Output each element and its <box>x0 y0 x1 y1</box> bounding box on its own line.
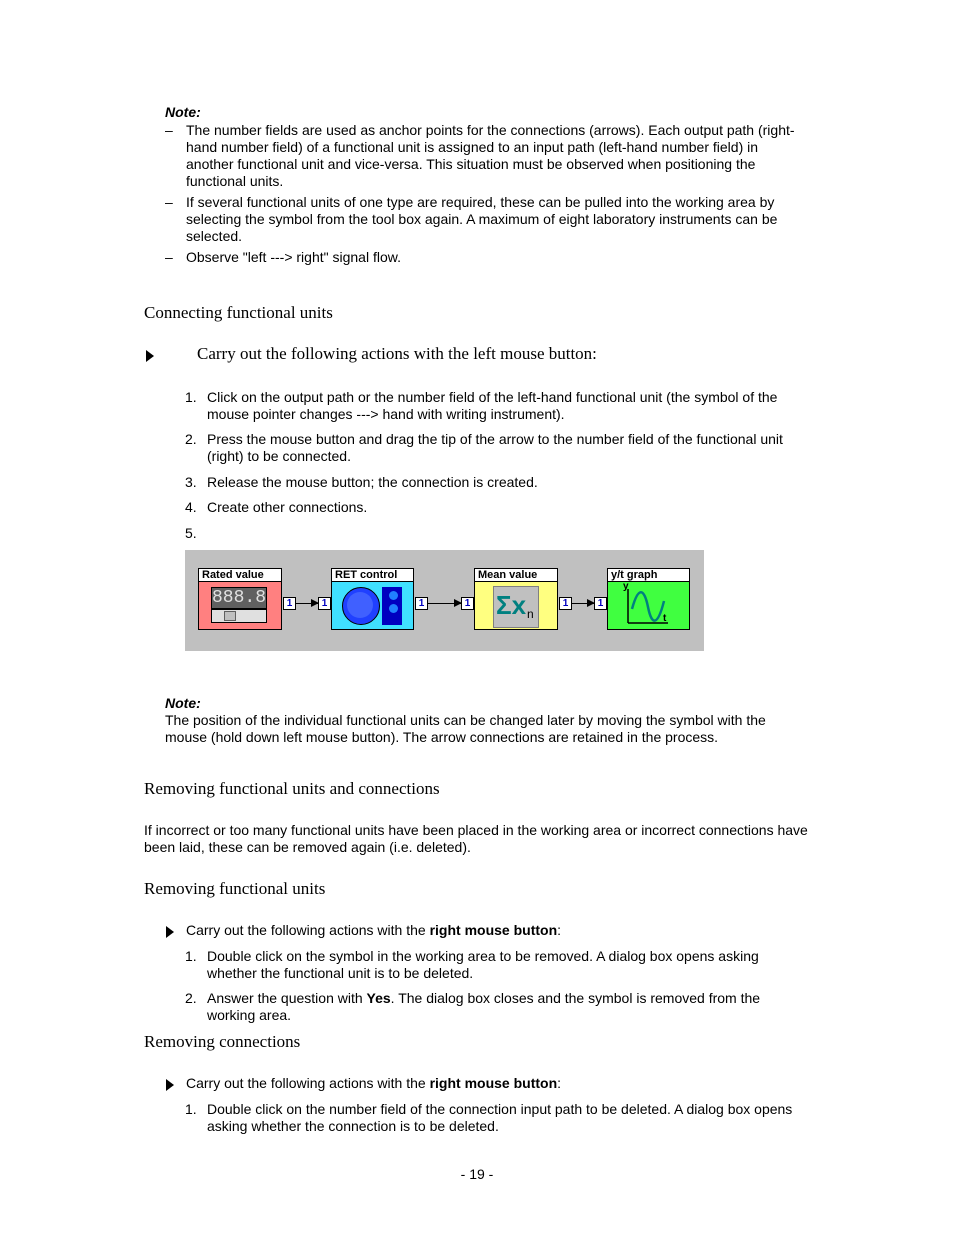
section-heading: Removing connections <box>144 1032 301 1051</box>
port-number: 1 <box>461 597 474 610</box>
indicator-icon <box>382 587 402 625</box>
note-text: The position of the individual functional units can be changed later by moving the symbol with the mouse (hold down left mouse button). The arrow connections are retained in the process. <box>165 712 766 745</box>
instruction-text: Carry out the following actions with the right mouse button: <box>186 922 562 938</box>
dash-bullet: – <box>165 122 173 138</box>
triangle-bullet-icon <box>166 923 174 941</box>
unit-yt-graph <box>607 568 690 630</box>
instruction-text: Carry out the following actions with the right mouse button: <box>186 1075 562 1091</box>
y-axis-label: y <box>623 581 629 592</box>
connection-arrow-icon <box>428 603 461 604</box>
port-number: 1 <box>283 597 296 610</box>
sum-subscript: n <box>527 607 534 621</box>
section-heading: Removing functional units <box>144 879 326 898</box>
list-item-text: Release the mouse button; the connection is created. <box>207 474 538 490</box>
note-item-text: If several functional units of one type are required, these can be pulled into the working area by selecting the symbol from the tool box again. A maximum of eight laboratory instruments can be selected. <box>186 194 778 244</box>
list-number: 1. <box>185 389 197 405</box>
note-item-text: The number fields are used as anchor points for the connections (arrows). Each output path (right-hand number field) of a functional unit is assigned to an input path (left-hand number field) in another functional unit and vice-versa. This situation must be observed when positioning the functional units. <box>186 122 795 189</box>
list-item <box>185 990 795 1024</box>
list-item <box>185 948 795 982</box>
list-item <box>185 474 795 491</box>
unit-title: Mean value <box>475 569 557 582</box>
list-number: 1. <box>185 1101 197 1117</box>
list-item <box>185 499 795 516</box>
section-heading: Connecting functional units <box>144 303 333 322</box>
list-item-text: Press the mouse button and drag the tip of the arrow to the number field of the functional unit (right) to be connected. <box>207 431 783 464</box>
unit-title: Rated value <box>199 569 281 582</box>
connection-arrow-icon <box>572 603 594 604</box>
list-number: 5. <box>185 525 197 541</box>
digital-display: 888.8 <box>212 588 267 608</box>
list-number: 2. <box>185 431 197 447</box>
triangle-bullet-icon <box>166 1076 174 1094</box>
port-number: 1 <box>318 597 331 610</box>
note-item <box>165 194 795 245</box>
note-label: Note: <box>165 104 201 120</box>
port-number: 1 <box>415 597 428 610</box>
unit-rated-value <box>198 568 282 630</box>
port-number: 1 <box>594 597 607 610</box>
unit-title: y/t graph <box>608 569 689 582</box>
slider-icon <box>211 609 267 623</box>
unit-ret-control <box>331 568 414 630</box>
port-number: 1 <box>559 597 572 610</box>
sum-symbol: Σx <box>496 590 527 620</box>
unit-title: RET control <box>332 569 413 582</box>
note-item <box>165 249 795 266</box>
list-number: 4. <box>185 499 197 515</box>
list-number: 3. <box>185 474 197 490</box>
functional-units-diagram <box>185 550 704 651</box>
list-number: 2. <box>185 990 197 1006</box>
list-item-text: Create other connections. <box>207 499 368 515</box>
note-label: Note: <box>165 695 201 711</box>
section-heading: Removing functional units and connections <box>144 779 440 798</box>
instruction-text: Carry out the following actions with the left mouse button: <box>197 344 597 363</box>
list-number: 1. <box>185 948 197 964</box>
list-item-text: Answer the question with Yes. The dialog box closes and the symbol is removed from the working area. <box>207 990 761 1023</box>
list-item-text: Double click on the number field of the connection input path to be deleted. A dialog box opens asking whether the connection is to be deleted. <box>207 1101 793 1134</box>
triangle-bullet-icon <box>146 347 154 365</box>
list-item-text: Double click on the symbol in the working area to be removed. A dialog box opens asking whether the functional unit is to be deleted. <box>207 948 759 981</box>
page-number: - 19 - <box>460 1166 494 1182</box>
list-item-text: Click on the output path or the number field of the left-hand functional unit (the symbol of the mouse pointer changes ---> hand with writing instrument). <box>207 389 778 422</box>
dash-bullet: – <box>165 249 173 265</box>
graph-icon <box>622 583 670 627</box>
note-item <box>165 122 795 190</box>
list-item <box>185 389 795 423</box>
connection-arrow-icon <box>296 603 318 604</box>
knob-icon <box>342 587 380 625</box>
paragraph: If incorrect or too many functional units have been placed in the working area or incorrect connections have been laid, these can be removed again (i.e. deleted). <box>144 822 808 855</box>
dash-bullet: – <box>165 194 173 210</box>
note-item-text: Observe "left ---> right" signal flow. <box>186 249 401 265</box>
sum-icon <box>493 586 539 628</box>
t-axis-label: t <box>663 613 667 624</box>
unit-mean-value <box>474 568 558 630</box>
list-item <box>185 431 795 465</box>
list-item <box>185 1101 795 1135</box>
